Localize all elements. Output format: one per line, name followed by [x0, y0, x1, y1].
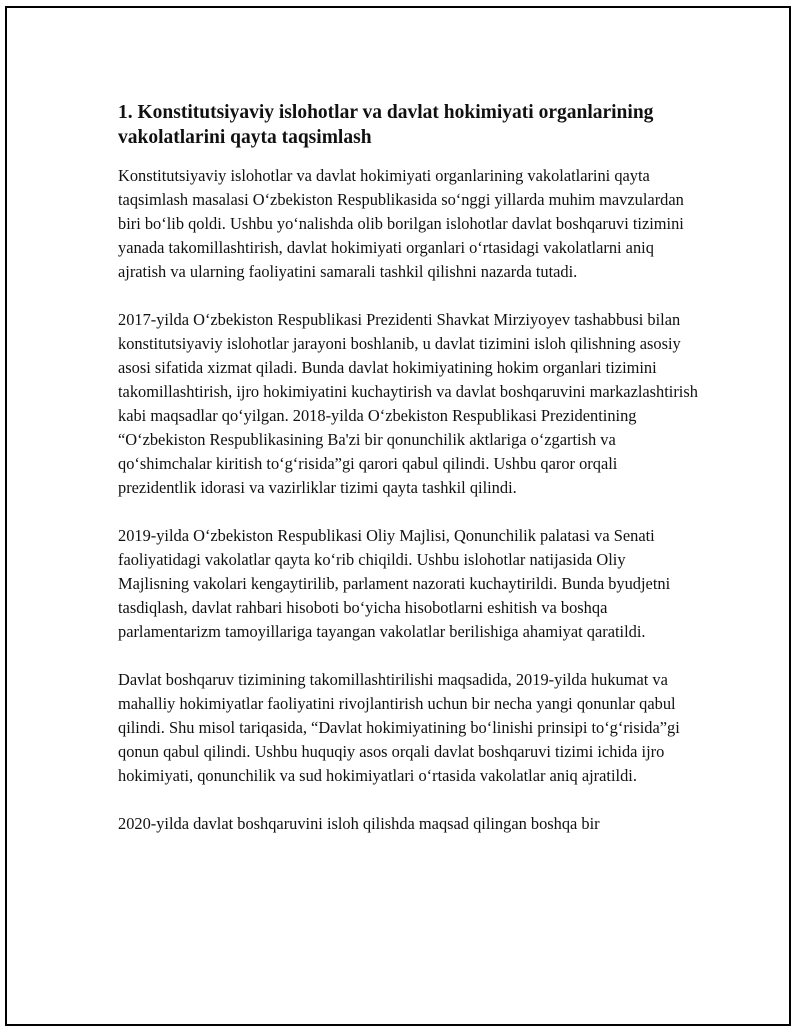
- document-body: [118, 100, 698, 860]
- page-frame: [5, 6, 791, 1026]
- paragraph-5: 2020-yilda davlat boshqaruvini isloh qilishda maqsad qilingan boshqa bir: [118, 814, 600, 833]
- paragraph-1: Konstitutsiyaviy islohotlar va davlat hokimiyati organlarining vakolatlarini qayta taqsimlash masalasi O‘zbekiston Respublikasida so‘nggi yillarda muhim mavzulardan biri bo‘lib qoldi. Ushbu yo‘nalishda olib borilgan islohotlar davlat boshqaruvi tizimini yanada takomillashtirish, davlat hokimiyati organlari o‘rtasidagi vakolatlarni aniq ajratish va ularning faoliyatini samarali tashkil qilishni nazarda tutadi.: [118, 166, 684, 281]
- section-heading: 1. Konstitutsiyaviy islohotlar va davlat hokimiyati organlarining vakolatlarini qayta taqsimlash: [118, 102, 654, 148]
- paragraph-2: 2017-yilda O‘zbekiston Respublikasi Prezidenti Shavkat Mirziyoyev tashabbusi bilan konstitutsiyaviy islohotlar jarayoni boshlanib, u davlat tizimini isloh qilishning asosiy asosi sifatida xizmat qiladi. Bunda davlat hokimiyatining hokim organlari tizimini takomillashtirish, ijro hokimiyatini kuchaytirish va davlat boshqaruvini markazlashtirish kabi maqsadlar qo‘yilgan. 2018-yilda O‘zbekiston Respublikasi Prezidentining “O‘zbekiston Respublikasining Ba'zi bir qonunchilik aktlariga o‘zgartish va qo‘shimchalar kiritish to‘g‘risida”gi qarori qabul qilindi. Ushbu qaror orqali prezidentlik idorasi va vazirliklar tizimi qayta tashkil qilindi.: [118, 310, 698, 497]
- paragraph-4: Davlat boshqaruv tizimining takomillashtirilishi maqsadida, 2019-yilda hukumat va mahalliy hokimiyatlar faoliyatini rivojlantirish uchun bir necha yangi qonunlar qabul qilindi. Shu misol tariqasida, “Davlat hokimiyatining bo‘linishi prinsipi to‘g‘risida”gi qonun qabul qilindi. Ushbu huquqiy asos orqali davlat boshqaruvi tizimi ichida ijro hokimiyati, qonunchilik va sud hokimiyatlari o‘rtasida vakolatlar aniq ajratildi.: [118, 670, 680, 785]
- paragraph-3: 2019-yilda O‘zbekiston Respublikasi Oliy Majlisi, Qonunchilik palatasi va Senati faoliyatidagi vakolatlar qayta ko‘rib chiqildi. Ushbu islohotlar natijasida Oliy Majlisning vakolari kengaytirilib, parlament nazorati kuchaytirildi. Bunda byudjetni tasdiqlash, davlat rahbari hisoboti bo‘yicha hisobotlarni eshitish va boshqa parlamentarizm tamoyillariga tayangan vakolatlar berilishiga ahamiyat qaratildi.: [118, 526, 671, 641]
